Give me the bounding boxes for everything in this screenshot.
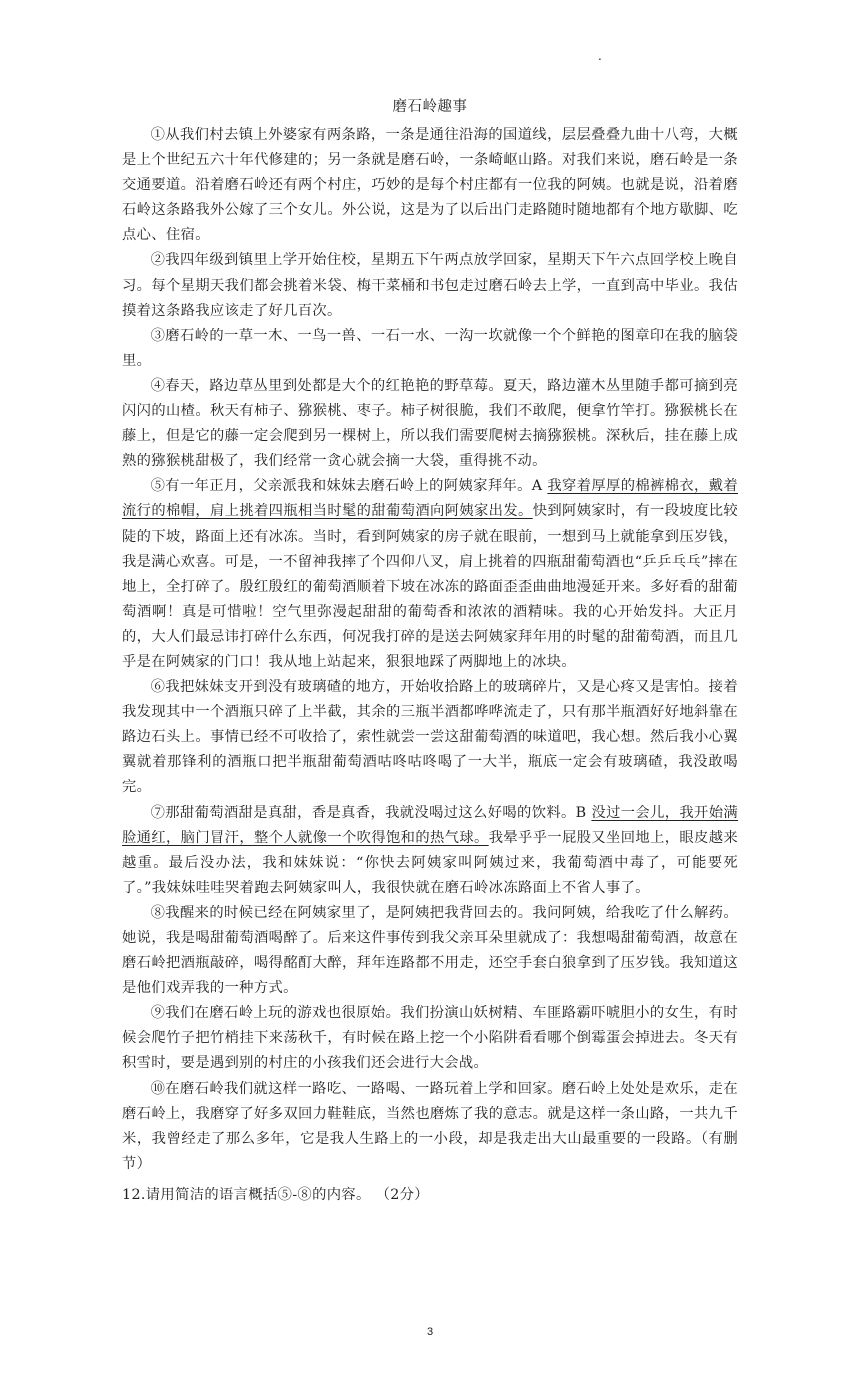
underlined-sentence-b: 没过一会儿，我开始满脸通红，脑门冒汗，整个人就像一个吹得饱和的热气球。 <box>122 804 739 846</box>
paragraph-7 <box>122 801 738 901</box>
header-mark: . <box>598 49 602 63</box>
paragraph-1: ①从我们村去镇上外婆家有两条路，一条是通往沿海的国道线，层层叠叠九曲十八弯，大概是上个世纪五六十年代修建的；另一条就是磨石岭，一条崎岖山路。对我们来说，磨石岭是一条交通要道。沿着磨石岭还有两个村庄，巧妙的是每个村庄都有一位我的阿姨。也就是说，沿着磨石岭这条路我外公嫁了三个女儿。外公说，这是为了以后出门走路随时随地都有个地方歇脚、吃点心、住宿。 <box>122 127 738 244</box>
paragraph-3: ③磨石岭的一草一木、一鸟一兽、一石一水、一沟一坎就像一个个鲜艳的图章印在我的脑袋里。 <box>122 327 738 369</box>
question-12: 12.请用简洁的语言概括⑤-⑧的内容。 （2分） <box>122 1187 429 1203</box>
paragraph-2: ②我四年级到镇里上学开始住校，星期五下午两点放学回家，星期天下午六点回学校上晚自习。每个星期天我们都会挑着米袋、梅干菜桶和书包走过磨石岭去上学，一直到高中毕业。我估摸着这条路我应该走了好几百次。 <box>122 252 738 319</box>
paragraph-5-rest: 快到阿姨家时，有一段坡度比较陡的下坡，路面上还有冰冻。当时，看到阿姨家的房子就在眼前，一想到马上就能拿到压岁钱，我是满心欢喜。可是，一不留神我摔了个四仰八叉，肩上挑着的四瓶甜葡萄酒也“乒乒乓乓”摔在地上，全打碎了。殷红殷红的葡萄酒顺着下坡在冰冻的路面歪歪曲曲地漫延开来。多好看的甜葡萄酒啊！真是可惜啦！空气里弥漫起甜甜的葡萄香和浓浓的酒精味。我的心开始发抖。大正月的，大人们最忌讳打碎什么东西，何况我打碎的是送去阿姨家拜年用的时髦的甜葡萄酒，而且几乎是在阿姨家的门口！我从地上站起来，狠狠地踩了两脚地上的冰块。 <box>122 503 739 670</box>
paragraph-8: ⑧我醒来的时候已经在阿姨家里了，是阿姨把我背回去的。我问阿姨，给我吃了什么解药。她说，我是喝甜葡萄酒喝醉了。后来这件事传到我父亲耳朵里就成了：我想喝甜葡萄酒，故意在磨石岭把酒瓶敲碎，喝得酩酊大醉，拜年连路都不用走，还空手套白狼拿到了压岁钱。我知道这是他们戏弄我的一种方式。 <box>122 904 738 997</box>
article-body <box>122 123 738 1177</box>
paragraph-6: ⑥我把妹妹支开到没有玻璃碴的地方，开始收拾路上的玻璃碎片，又是心疼又是害怕。接着我发现其中一个酒瓶只碎了上半截，其余的三瓶半酒都哗哗流走了，只有那半瓶酒好好地斜靠在路边石头上。事情已经不可收拾了，索性就尝一尝这甜葡萄酒的味道吧，我心想。然后我小心翼翼就着那锋利的酒瓶口把半瓶甜葡萄酒咕咚咕咚喝了一大半，瓶底一定会有玻璃碴，我没敢喝完。 <box>122 679 738 796</box>
underlined-sentence-a: 我穿着厚厚的棉裤棉衣，戴着流行的棉帽，肩上挑着四瓶相当时髦的甜葡萄酒向阿姨家出发。 <box>122 478 738 520</box>
paragraph-7-intro: ⑦那甜葡萄酒甜是真甜，香是真香，我就没喝过这么好喝的饮料。B <box>150 804 592 821</box>
article-title: 磨石岭趣事 <box>392 99 468 115</box>
paragraph-10: ⑩在磨石岭我们就这样一路吃、一路喝、一路玩着上学和回家。磨石岭上处处是欢乐，走在磨石岭上，我磨穿了好多双回力鞋鞋底，当然也磨炼了我的意志。就是这样一条山路，一共九千米，我曾经走了那么多年，它是我人生路上的一小段，却是我走出大山最重要的一段路。（有删节） <box>122 1080 738 1172</box>
paragraph-5-intro: ⑤有一年正月，父亲派我和妹妹去磨石岭上的阿姨家拜年。A <box>150 478 548 495</box>
paragraph-5 <box>122 474 738 675</box>
paragraph-4: ④春天，路边草丛里到处都是大个的红艳艳的野草莓。夏天，路边灌木丛里随手都可摘到亮闪闪的山楂。秋天有柿子、猕猴桃、枣子。柿子树很脆，我们不敢爬，便拿竹竿打。猕猴桃长在藤上，但是它的藤一定会爬到另一棵树上，所以我们需要爬树去摘猕猴桃。深秋后，挂在藤上成熟的猕猴桃甜极了，我们经常一贪心就会摘一大袋，重得挑不动。 <box>122 377 738 470</box>
paragraph-7-rest: 我晕乎乎一屁股又坐回地上，眼皮越来越重。最后没办法，我和妹妹说：“你快去阿姨家叫阿姨过来，我葡萄酒中毒了，可能要死了。”我妹妹哇哇哭着跑去阿姨家叫人，我很快就在磨石岭冰冻路面上不省人事了。 <box>122 829 739 896</box>
paragraph-9: ⑨我们在磨石岭上玩的游戏也很原始。我们扮演山妖树精、车匪路霸吓唬胆小的女生，有时候会爬竹子把竹梢挂下来荡秋千，有时候在路上挖一个小陷阱看看哪个倒霉蛋会掉进去。冬天有积雪时，要是遇到别的村庄的小孩我们还会进行大会战。 <box>122 1005 738 1072</box>
page-number: 3 <box>426 1326 434 1338</box>
